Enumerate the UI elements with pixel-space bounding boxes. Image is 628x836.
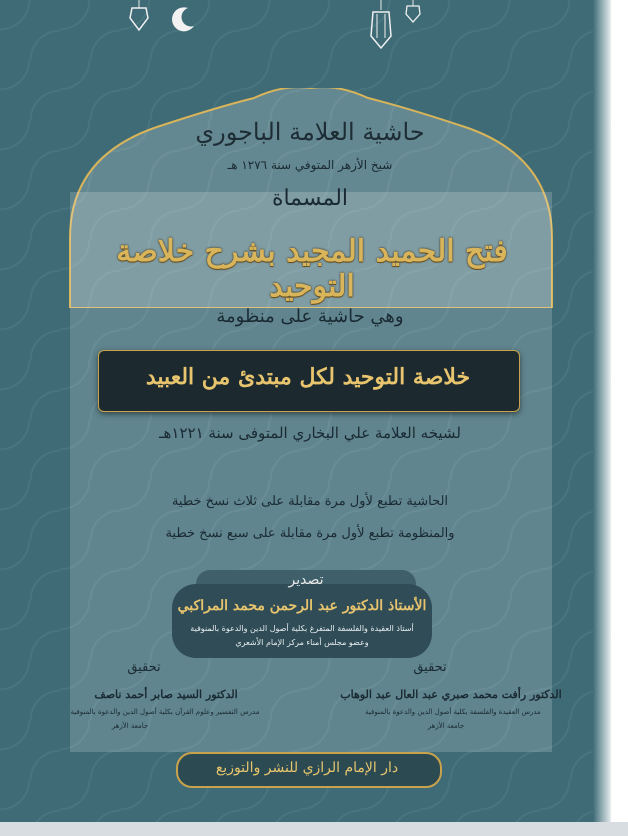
foreword-desc-2: وعضو مجلس أمناء مركز الإمام الأشعري — [235, 638, 369, 647]
foreword-label: تصدير — [288, 572, 324, 588]
editor-right-university: جامعة الأزهر — [427, 722, 465, 730]
editor-right-name: الدكتور رأفت محمد صبري عبد العال عبد الوهاب — [340, 688, 562, 701]
foreword-name: الأستاذ الدكتور عبد الرحمن محمد المراكبي — [177, 598, 427, 614]
editor-right-desc: مدرس العقيدة والفلسفة بكلية أصول الدين والدعوة بالمنوفية — [365, 708, 541, 716]
note-line-1: الحاشية تطبع لأول مرة مقابلة على ثلاث نسخ خطية — [171, 494, 449, 509]
author-subtitle: شيخ الأزهر المتوفي سنة ١٢٧٦ هـ — [227, 158, 393, 172]
editor-right-label: تحقيق — [413, 660, 447, 675]
crescent-icon — [168, 4, 198, 34]
lantern-icon — [402, 0, 424, 24]
author-line: حاشية العلامة الباجوري — [195, 118, 425, 146]
bottom-strip — [0, 822, 628, 836]
editor-left-name: الدكتور السيد صابر أحمد ناصف — [94, 688, 238, 701]
named-label: المسماة — [271, 186, 349, 211]
poem-author: لشيخه العلامة علي البخاري المتوفى سنة ١٢٢١هـ — [159, 424, 461, 442]
main-title: فتح الحميد المجيد بشرح خلاصة التوحيد — [116, 234, 508, 304]
editor-left-university: جامعة الأزهر — [111, 722, 149, 730]
editor-left-desc: مدرس التفسير وعلوم القرآن بكلية أصول الدين والدعوة بالمنوفية — [70, 708, 260, 716]
note-line-2: والمنظومة تطبع لأول مرة مقابلة على سبع نسخ خطية — [165, 526, 455, 541]
commentary-on: وهي حاشية على منظومة — [216, 306, 404, 327]
lantern-icon — [366, 0, 396, 52]
foreword-desc-1: أستاذ العقيدة والفلسفة المتفرغ بكلية أصول الدين والدعوة بالمنوفية — [190, 624, 414, 633]
editor-left-label: تحقيق — [127, 660, 161, 675]
lantern-icon — [124, 0, 154, 36]
poem-title: خلاصة التوحيد لكل مبتدئ من العبيد — [145, 364, 471, 390]
publisher-name: دار الإمام الرازي للنشر والتوزيع — [215, 760, 399, 776]
cover-edge-shade — [593, 0, 611, 822]
